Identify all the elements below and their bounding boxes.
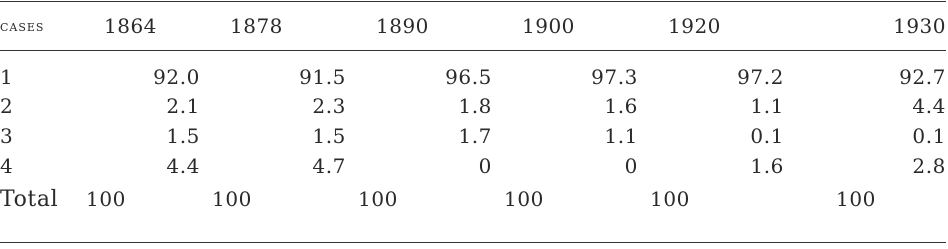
table-row (0, 151, 946, 181)
table-cell: 1.5 (312, 124, 346, 148)
total-cell: 100 (650, 187, 690, 211)
table-row (0, 91, 946, 121)
table-cell: 0.1 (912, 124, 946, 148)
table-cell: 1.1 (604, 124, 638, 148)
table-cell: 0 (478, 154, 492, 178)
total-cell: 100 (836, 187, 876, 211)
year-header: 1900 (522, 13, 575, 38)
table-cell: 4.4 (166, 154, 200, 178)
case-label: 4 (0, 154, 14, 178)
year-header: 1930 (893, 13, 946, 38)
cases-column-header: cases (0, 16, 45, 35)
total-label: Total (0, 186, 59, 212)
header-row (0, 0, 946, 51)
table-cell: 2.3 (312, 94, 346, 118)
total-cell: 100 (86, 187, 126, 211)
table-cell: 1.1 (750, 94, 784, 118)
year-header: 1878 (230, 13, 283, 38)
table-cell: 1.6 (750, 154, 784, 178)
table-cell: 1.5 (166, 124, 200, 148)
table-cell: 91.5 (299, 65, 346, 89)
table-row (0, 121, 946, 151)
case-label: 3 (0, 124, 14, 148)
bottom-rule (0, 242, 946, 243)
total-row (0, 181, 946, 217)
total-cell: 100 (212, 187, 252, 211)
table-cell: 1.8 (458, 94, 492, 118)
table-cell: 1.7 (458, 124, 492, 148)
table-cell: 4.7 (312, 154, 346, 178)
table-cell: 2.8 (912, 154, 946, 178)
table-row (0, 51, 946, 91)
year-header: 1890 (376, 13, 429, 38)
year-header: 1920 (668, 13, 721, 38)
table-cell: 1.6 (604, 94, 638, 118)
table-cell: 92.7 (899, 65, 946, 89)
total-cell: 100 (358, 187, 398, 211)
table-cell: 4.4 (912, 94, 946, 118)
table-cell: 97.2 (737, 65, 784, 89)
table-cell: 0.1 (750, 124, 784, 148)
total-cell: 100 (504, 187, 544, 211)
case-label: 1 (0, 65, 14, 89)
table-cell: 92.0 (153, 65, 200, 89)
table-cell: 96.5 (445, 65, 492, 89)
case-label: 2 (0, 94, 14, 118)
table-cell: 2.1 (166, 94, 200, 118)
table-cell: 0 (624, 154, 638, 178)
year-header: 1864 (104, 13, 157, 38)
table-cell: 97.3 (591, 65, 638, 89)
